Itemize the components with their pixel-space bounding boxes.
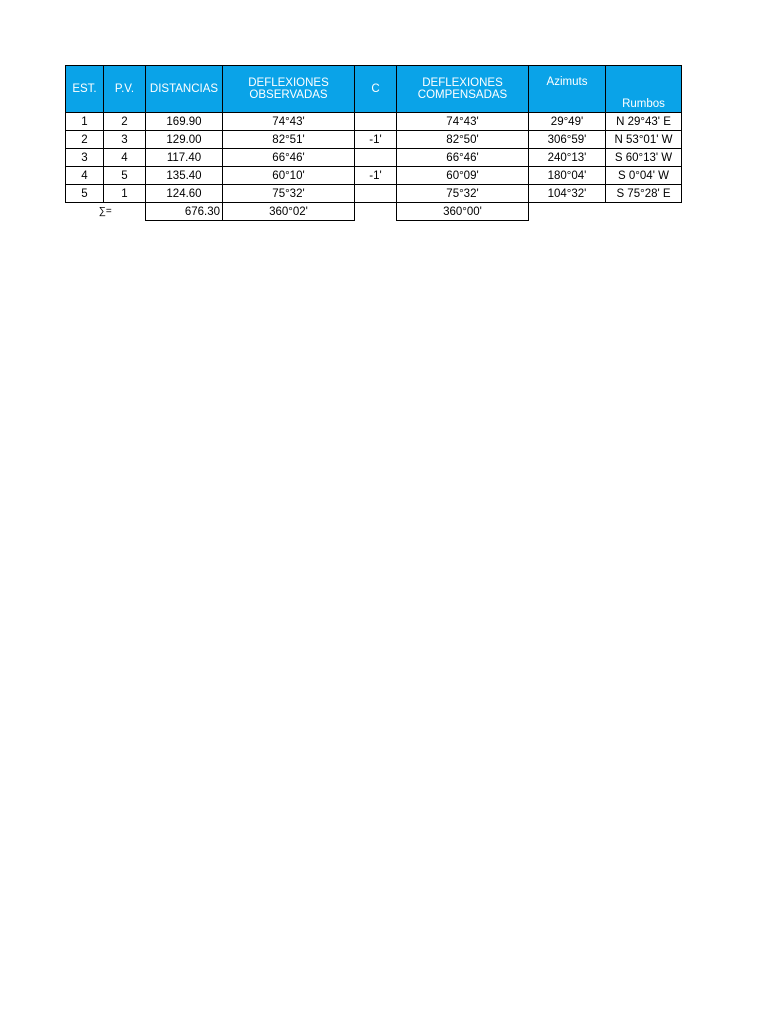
- table-row: [66, 113, 682, 131]
- cell-pv: 5: [104, 167, 146, 185]
- sum-empty-rumbo: [606, 203, 682, 221]
- cell-correccion: [355, 185, 397, 203]
- sum-deflexiones-observadas: 360°02': [223, 203, 355, 221]
- cell-correccion: [355, 149, 397, 167]
- cell-deflexion-observada: 60°10': [223, 167, 355, 185]
- sum-label: ∑=: [98, 205, 112, 217]
- cell-est: 1: [66, 113, 104, 131]
- header-distancias: DISTANCIAS: [146, 66, 223, 113]
- cell-pv: 3: [104, 131, 146, 149]
- cell-est: 2: [66, 131, 104, 149]
- cell-correccion: -1': [355, 131, 397, 149]
- table-row: [66, 167, 682, 185]
- table-row: [66, 131, 682, 149]
- header-deflexiones-compensadas: DEFLEXIONES COMPENSADAS: [397, 66, 529, 113]
- header-c: C: [355, 66, 397, 113]
- cell-deflexion-compensada: 82°50': [397, 131, 529, 149]
- sum-deflexiones-compensadas: 360°00': [397, 203, 529, 221]
- sum-empty-c: [355, 203, 397, 221]
- cell-deflexion-compensada: 66°46': [397, 149, 529, 167]
- cell-pv: 4: [104, 149, 146, 167]
- cell-azimut: 104°32': [529, 185, 606, 203]
- sum-empty-azimut: [529, 203, 606, 221]
- cell-deflexion-observada: 66°46': [223, 149, 355, 167]
- header-rumbos: Rumbos: [606, 66, 682, 113]
- cell-deflexion-observada: 75°32': [223, 185, 355, 203]
- cell-distancia: 169.90: [146, 113, 223, 131]
- cell-azimut: 240°13': [529, 149, 606, 167]
- cell-distancia: 135.40: [146, 167, 223, 185]
- header-azimuts: Azimuts: [529, 66, 606, 113]
- cell-est: 5: [66, 185, 104, 203]
- cell-deflexion-compensada: 75°32': [397, 185, 529, 203]
- cell-distancia: 117.40: [146, 149, 223, 167]
- cell-pv: 1: [104, 185, 146, 203]
- cell-correccion: [355, 113, 397, 131]
- cell-deflexion-observada: 82°51': [223, 131, 355, 149]
- sum-row: [66, 203, 682, 221]
- survey-table: [65, 65, 682, 221]
- cell-deflexion-observada: 74°43': [223, 113, 355, 131]
- header-pv: P.V.: [104, 66, 146, 113]
- cell-rumbo: S 0°04' W: [606, 167, 682, 185]
- sum-distancias: 676.30: [146, 203, 223, 221]
- header-deflexiones-observadas: DEFLEXIONES OBSERVADAS: [223, 66, 355, 113]
- cell-rumbo: N 53°01' W: [606, 131, 682, 149]
- cell-deflexion-compensada: 60°09': [397, 167, 529, 185]
- header-est: EST.: [66, 66, 104, 113]
- cell-correccion: -1': [355, 167, 397, 185]
- cell-rumbo: N 29°43' E: [606, 113, 682, 131]
- cell-azimut: 180°04': [529, 167, 606, 185]
- cell-deflexion-compensada: 74°43': [397, 113, 529, 131]
- cell-rumbo: S 75°28' E: [606, 185, 682, 203]
- table-header-row: [66, 66, 682, 113]
- cell-est: 3: [66, 149, 104, 167]
- table-row: [66, 149, 682, 167]
- cell-pv: 2: [104, 113, 146, 131]
- cell-rumbo: S 60°13' W: [606, 149, 682, 167]
- cell-azimut: 306°59': [529, 131, 606, 149]
- cell-distancia: 129.00: [146, 131, 223, 149]
- cell-est: 4: [66, 167, 104, 185]
- cell-azimut: 29°49': [529, 113, 606, 131]
- table-row: [66, 185, 682, 203]
- cell-distancia: 124.60: [146, 185, 223, 203]
